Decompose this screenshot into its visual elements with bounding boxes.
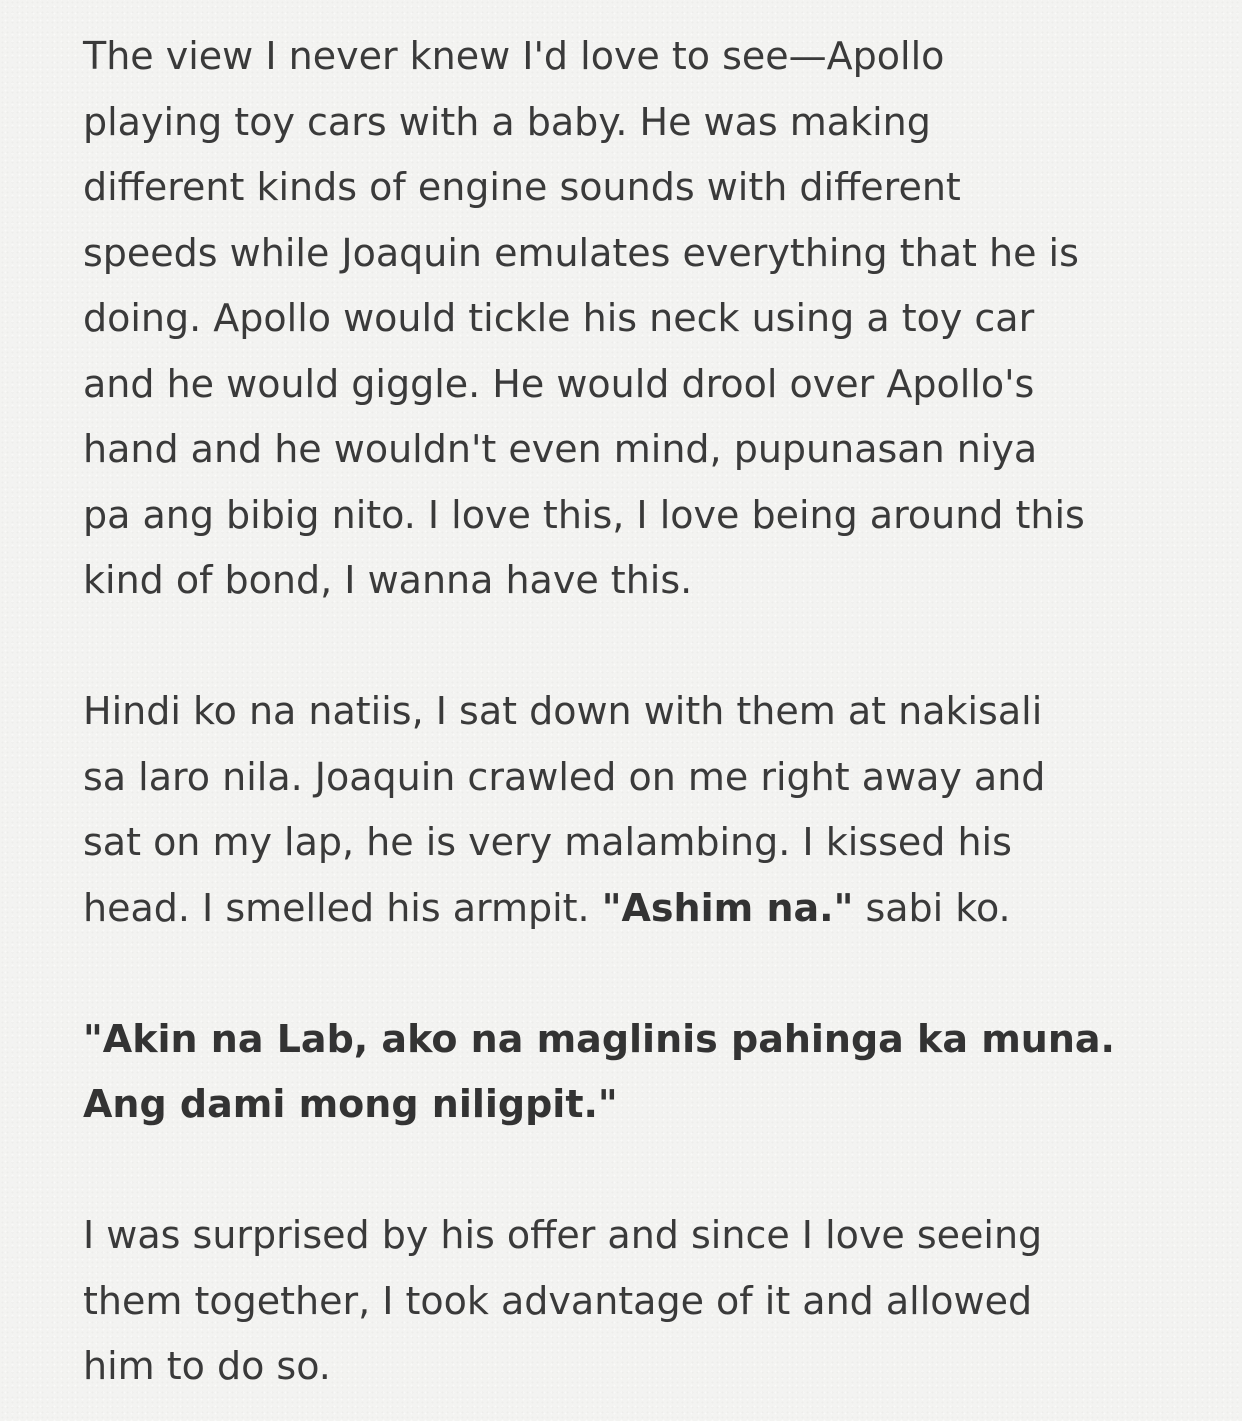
text-line: I was surprised by his offer and since I love seeing (83, 1213, 1043, 1257)
text-line: different kinds of engine sounds with different (83, 165, 961, 209)
text-line: doing. Apollo would tickle his neck using a toy car (83, 296, 1035, 340)
note-body (83, 24, 1183, 1400)
text-segment: head. I smelled his armpit. (83, 885, 602, 930)
text-line-mixed (83, 876, 1183, 942)
paragraph-1 (83, 24, 1183, 614)
text-line: kind of bond, I wanna have this. (83, 558, 693, 602)
text-segment: sabi ko. (853, 885, 1011, 930)
text-line: playing toy cars with a baby. He was making (83, 99, 931, 144)
text-line: them together, I took advantage of it and allowed (83, 1278, 1033, 1323)
text-line: and he would giggle. He would drool over Apollo's (83, 361, 1035, 406)
text-line: Hindi ko na natiis, I sat down with them at nakisali (83, 689, 1043, 733)
paragraph-2 (83, 679, 1183, 941)
paragraph-3-dialogue (83, 1007, 1183, 1138)
text-line: The view I never knew I'd love to see—Apollo (83, 34, 945, 78)
bold-dialogue-line: "Akin na Lab, ako na maglinis pahinga ka muna. (83, 1016, 1115, 1061)
text-line: hand and he wouldn't even mind, pupunasan niya (83, 427, 1038, 471)
text-line: pa ang bibig nito. I love this, I love being around this (83, 492, 1085, 537)
text-line: speeds while Joaquin emulates everything that he is (83, 230, 1079, 275)
text-line: him to do so. (83, 1344, 331, 1388)
bold-dialogue-line: Ang dami mong niligpit." (83, 1082, 618, 1126)
text-line: sat on my lap, he is very malambing. I kissed his (83, 820, 1012, 864)
paragraph-4 (83, 1203, 1183, 1400)
bold-quote: "Ashim na." (601, 885, 854, 930)
text-line: sa laro nila. Joaquin crawled on me right away and (83, 754, 1046, 799)
